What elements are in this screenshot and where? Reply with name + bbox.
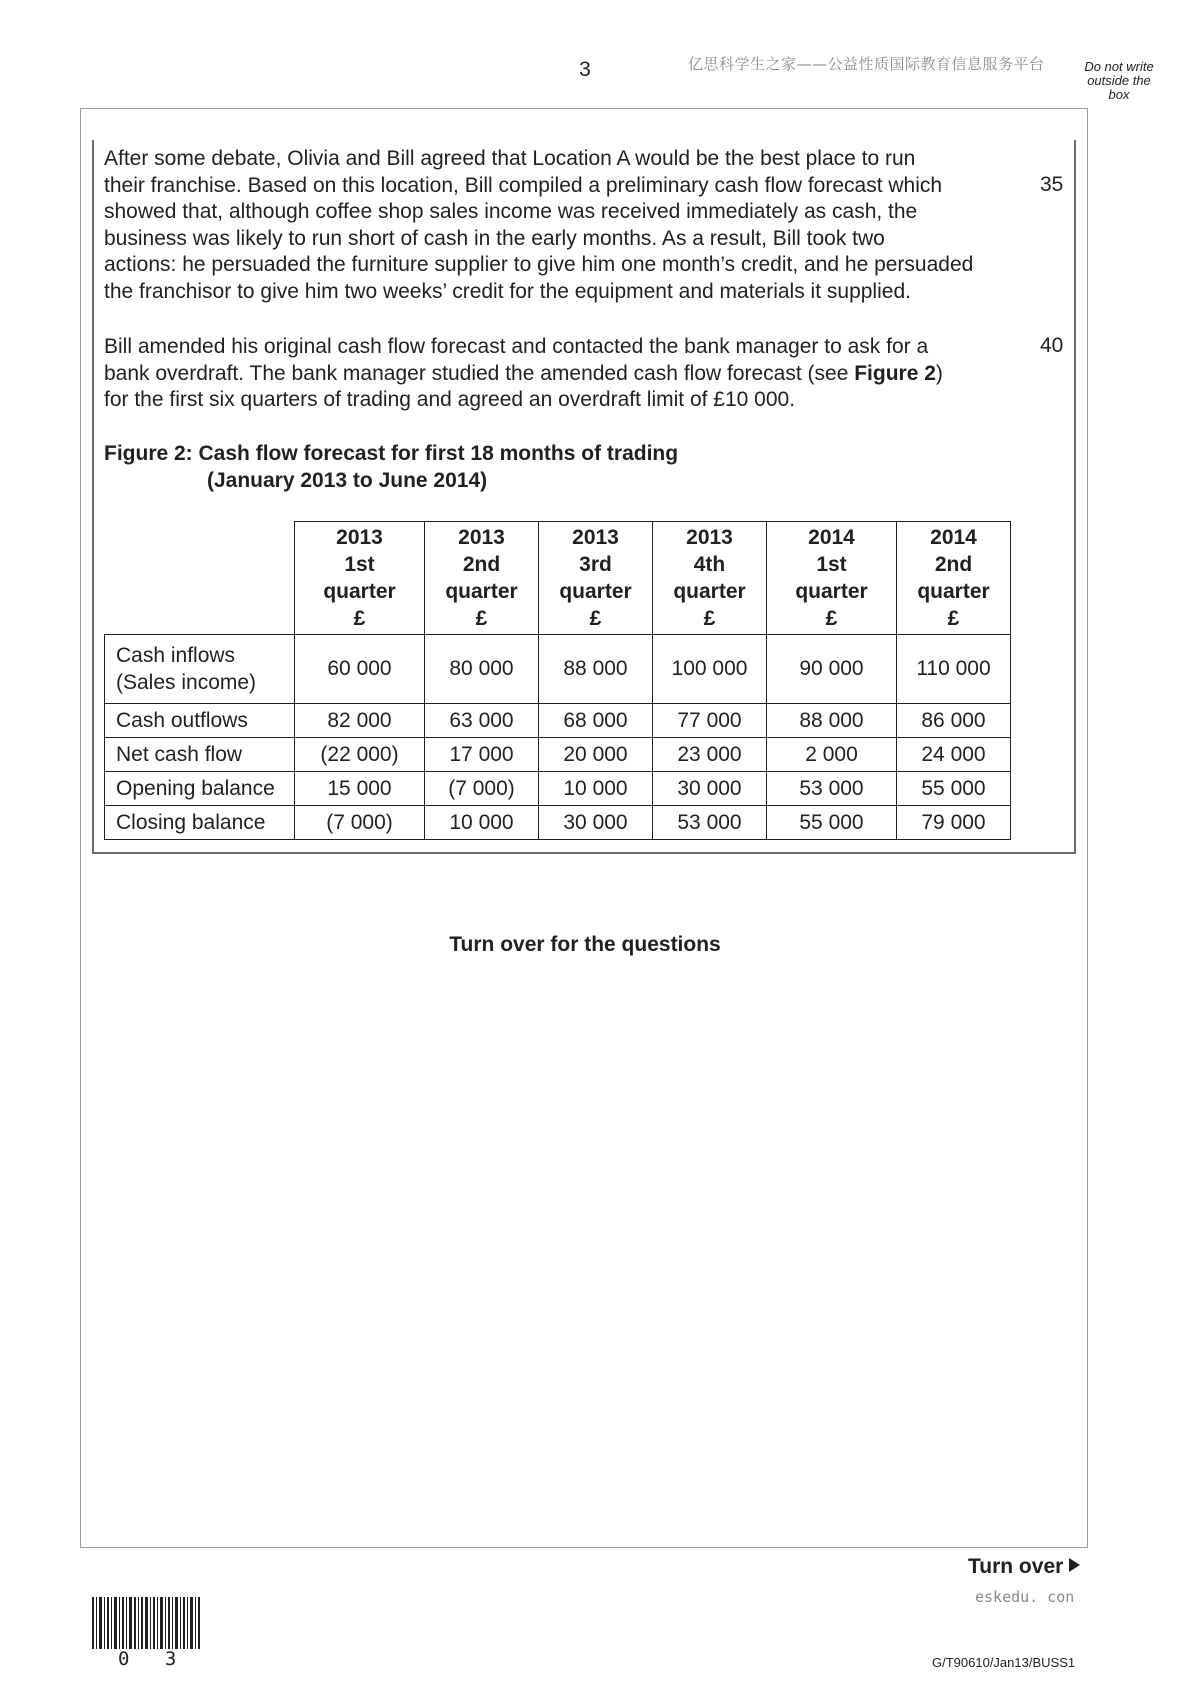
table-cell: 55 000 (897, 772, 1011, 806)
text-line: Bill amended his original cash flow forecast and contacted the bank manager to ask for a (104, 335, 929, 358)
table-cell: 80 000 (425, 635, 539, 704)
column-header: 2013 1st quarter £ (295, 522, 425, 635)
paragraph-location-decision (104, 146, 1024, 306)
caption-title: Figure 2: Cash flow forecast for first 18 months of trading (104, 442, 679, 465)
table-cell: 82 000 (295, 704, 425, 738)
table-row-cash-inflows (105, 635, 1011, 704)
table-cell: (7 000) (295, 806, 425, 840)
barcode-icon (92, 1597, 202, 1649)
turn-over-label (968, 1555, 1080, 1579)
row-label: Cash outflows (105, 704, 295, 738)
row-label: Closing balance (105, 806, 295, 840)
page-number: 3 (579, 58, 591, 81)
caption-period: (January 2013 to June 2014) (207, 469, 488, 492)
text-line: business was likely to run short of cash in the early months. As a result, Bill took two (104, 226, 885, 250)
text-fragment: bank overdraft. The bank manager studied the amended cash flow forecast (see (104, 361, 855, 385)
text-line: actions: he persuaded the furniture supplier to give him one month’s credit, and he persuaded (104, 253, 974, 277)
site-watermark: eskedu. con (975, 1588, 1075, 1606)
column-header: 2013 4th quarter £ (653, 522, 767, 635)
table-cell: 23 000 (653, 738, 767, 772)
row-label: Net cash flow (105, 738, 295, 772)
text-line: the franchisor to give him two weeks’ credit for the equipment and materials it supplied. (104, 279, 911, 303)
table-cell: 79 000 (897, 806, 1011, 840)
turn-over-text: Turn over (968, 1555, 1064, 1578)
table-cell: 24 000 (897, 738, 1011, 772)
table-cell: (22 000) (295, 738, 425, 772)
table-cell: 20 000 (539, 738, 653, 772)
paragraph-overdraft (104, 334, 1024, 414)
table-row-net-cash-flow (105, 738, 1011, 772)
table-cell: 17 000 (425, 738, 539, 772)
column-header: 2014 2nd quarter £ (897, 522, 1011, 635)
table-cell: 100 000 (653, 635, 767, 704)
text-line: showed that, although coffee shop sales income was received immediately as cash, the (104, 200, 918, 224)
table-cell: 88 000 (539, 635, 653, 704)
text-line: for the first six quarters of trading and agreed an overdraft limit of £10 000. (104, 388, 796, 412)
line-number: 35 (1040, 173, 1064, 196)
table-cell: (7 000) (425, 772, 539, 806)
column-header: 2013 3rd quarter £ (539, 522, 653, 635)
barcode-number: 0 3 (118, 1648, 189, 1670)
empty-corner-cell (105, 522, 295, 635)
table-cell: 53 000 (767, 772, 897, 806)
table-cell: 110 000 (897, 635, 1011, 704)
arrow-right-icon (1069, 1558, 1080, 1572)
table-cell: 86 000 (897, 704, 1011, 738)
table-cell: 10 000 (539, 772, 653, 806)
table-cell: 30 000 (653, 772, 767, 806)
table-cell: 30 000 (539, 806, 653, 840)
margin-note: Do not write outside the box (1084, 59, 1154, 102)
text-fragment: ) (935, 361, 943, 385)
line-number: 40 (1040, 334, 1064, 357)
table-cell: 55 000 (767, 806, 897, 840)
watermark-text: 亿思科学生之家——公益性质国际教育信息服务平台 (688, 55, 1045, 73)
table-cell: 2 000 (767, 738, 897, 772)
document-code: G/T90610/Jan13/BUSS1 (932, 1655, 1076, 1670)
row-label: Opening balance (105, 772, 295, 806)
table-cell: 15 000 (295, 772, 425, 806)
table-header-row (105, 522, 1011, 635)
text-line: their franchise. Based on this location, Bill compiled a preliminary cash flow forecast which (104, 173, 943, 197)
table-cell: 60 000 (295, 635, 425, 704)
table-row-opening-balance (105, 772, 1011, 806)
table-cell: 68 000 (539, 704, 653, 738)
table-cell: 53 000 (653, 806, 767, 840)
table-cell: 10 000 (425, 806, 539, 840)
cash-flow-table (104, 521, 1011, 840)
table-cell: 77 000 (653, 704, 767, 738)
turn-over-for-questions: Turn over for the questions (449, 933, 721, 956)
table-cell: 63 000 (425, 704, 539, 738)
table-cell: 90 000 (767, 635, 897, 704)
row-label: Cash inflows (Sales income) (105, 635, 295, 704)
table-row-cash-outflows (105, 704, 1011, 738)
figure-caption (104, 440, 678, 494)
table-cell: 88 000 (767, 704, 897, 738)
table-row-closing-balance (105, 806, 1011, 840)
column-header: 2013 2nd quarter £ (425, 522, 539, 635)
figure-reference: Figure 2 (854, 361, 936, 385)
text-line: After some debate, Olivia and Bill agreed that Location A would be the best place to run (104, 147, 916, 170)
text-line (104, 361, 1024, 388)
column-header: 2014 1st quarter £ (767, 522, 897, 635)
